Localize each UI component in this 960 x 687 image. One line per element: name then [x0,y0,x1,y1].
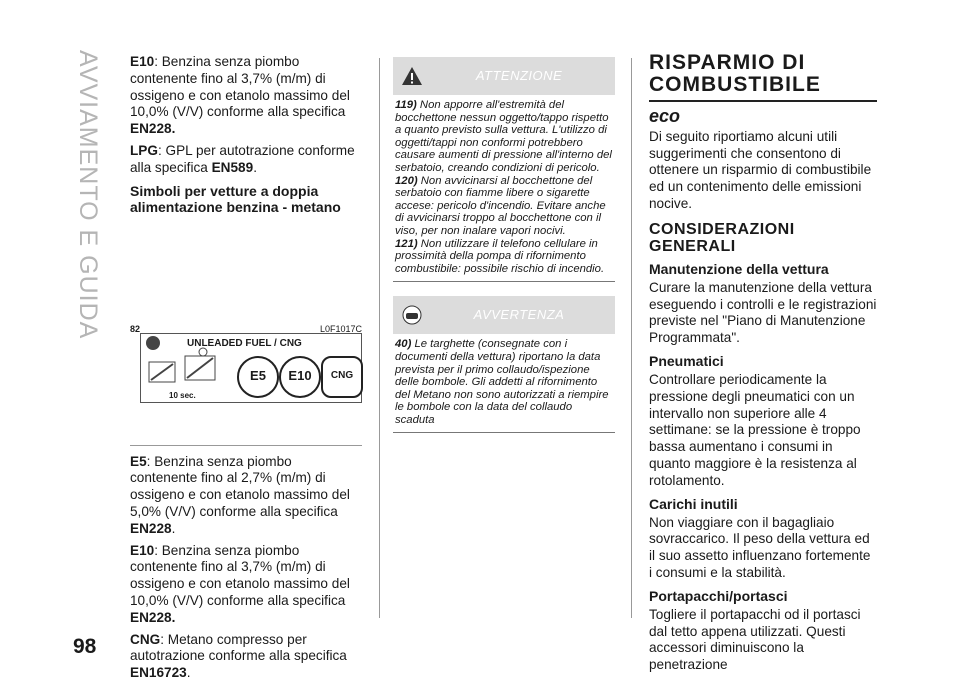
fuel-label-box [140,333,362,403]
figure-number: 82 [130,323,141,334]
badge-e5: E5 [237,356,279,398]
eco-mark: eco [649,106,681,126]
heading-tyres: Pneumatici [649,352,724,369]
std-e10: EN228. [130,121,176,137]
attention-header [393,57,615,95]
code-lpg: LPG [130,142,158,158]
fuel-label-heading: UNLEADED FUEL / CNG [187,337,302,349]
note-number: 120) [395,174,418,187]
note-text: Non apporre all'estremità del bocchettone nessun oggetto/tappo rispetto a quanto previsto sulla vettura. L'utilizzo di oggetti/tappi non conformi potrebbero causare aumenti di pressione all'interno del serbatoio, creando condizioni di pericolo. [395,99,612,174]
paragraph-cng: CNG: Metano compresso per autotrazione conforme alla specifica EN16723. [130,631,347,681]
note-number: 119) [395,99,417,111]
code-e10-2: E10 [130,542,155,558]
paragraph-racks: Togliere il portapacchi od il portasci dal tetto appena utilizzati. Questi accessori diminuiscono la penetrazione [649,606,861,673]
warning-header [393,296,615,334]
code-e10: E10 [130,54,155,69]
column-divider-2 [631,58,632,618]
warning-notes [393,334,615,433]
warning-triangle-icon [401,66,423,86]
column-1 [130,54,362,687]
eco-icon [649,108,877,125]
std-lpg: EN589 [211,159,254,175]
paragraph-e10 [130,54,362,138]
heading-maintenance: Manutenzione della vettura [649,260,829,277]
text-e5: : Benzina senza piombo contenente fino al 2,7% (m/m) di ossigeno e con etanolo massimo del 5,0% (V/V) conforme alla specifica [130,453,350,519]
warning-label: AVVERTENZA [473,306,565,322]
std-e10-2: EN228. [130,609,176,625]
badge-e10: E10 [279,356,321,398]
heading-loads: Carichi inutili [649,495,738,512]
note-text: Non utilizzare il telefono cellulare in prossimità della pompa di rifornimento combustibile: possibile rischio di incendio. [395,237,605,275]
sub-section-title: CONSIDERAZIONI GENERALI [649,220,795,255]
column-3 [649,52,877,679]
intro-paragraph: Di seguito riportiamo alcuni utili suggerimenti che consentono di ottenere un risparmio di combustibile ed un contenimento delle emissioni nocive. [649,128,872,211]
section-title: RISPARMIO DI COMBUSTIBILE [649,52,877,102]
note-40 [395,338,613,426]
paragraph-maintenance: Curare la manutenzione della vettura eseguendo i controlli e le registrazioni previste nel "Piano di Manutenzione Programmata". [649,279,877,346]
heading-symbols: Simboli per vetture a doppia alimentazione benzina - metano [130,182,341,215]
paragraph-loads: Non viaggiare con il bagagliaio sovraccarico. Il peso della vettura ed il suo assetto influenzano fortemente i consumi e la stabilità. [649,514,871,580]
section-side-title: AVVIAMENTO E GUIDA [74,50,102,340]
text-e10-2: : Benzina senza piombo contenente fino al 3,7% (m/m) di ossigeno e con etanolo massimo del 10,0% (V/V) conforme alla specifica [130,542,350,608]
fuel-label-figure [130,321,362,441]
column-divider-1 [379,58,380,618]
figure-code: L0F1017C [319,323,362,334]
note-text: Non avvicinarsi al bocchettone del serbatoio con fiamme libere o sigarette accese: pericolo d'incendio. Evitare anche di avvicinarsi troppo al bocchettone con il viso, per non inalare vapori nocivi. [395,174,606,237]
heading-racks: Portapacchi/portasci [649,587,788,604]
text-cng: : Metano compresso per autotrazione conforme alla specifica [130,631,347,664]
paragraph-tyres: Controllare periodicamente la pressione degli pneumatici con un intervallo non superiore alle 4 settimane: se la pressione è troppo bassa aumentano i consumi in quanto maggiore è la resistenza al rotolamento. [649,371,861,488]
text-e10: : Benzina senza piombo contenente fino al 3,7% (m/m) di ossigeno e con etanolo massimo del 10,0% (V/V) conforme alla specifica [130,54,350,120]
code-e5: E5 [130,453,147,469]
paragraph-e5: E5: Benzina senza piombo contenente fino al 2,7% (m/m) di ossigeno e con etanolo massimo del 5,0% (V/V) conforme alla specifica EN228. [130,453,350,536]
note-number: 40) [395,338,412,351]
paragraph-e10-2 [130,543,362,627]
code-cng: CNG [130,631,161,647]
note-number: 121) [395,237,418,250]
std-e5: EN228 [130,520,172,536]
note-119 [395,99,613,175]
fig-time-text: 10 sec. [169,390,196,400]
car-warning-icon [401,305,423,325]
note-120 [395,175,613,238]
attention-label: ATTENZIONE [475,67,563,83]
column-2 [393,57,615,433]
attention-notes [393,95,615,282]
text-lpg: : GPL per autotrazione conforme alla specifica [130,142,355,175]
std-cng: EN16723 [130,665,187,681]
figure-divider [130,445,362,446]
note-text: Le targhette (consegnate con i documenti della vettura) riportano la data prevista per il primo collaudo/ispezione delle bombole. Gli addetti al rifornimento del Metano non sono autorizzati a riempire le bombole con la data del collaudo scaduta [395,338,609,426]
paragraph-lpg: LPG: GPL per autotrazione conforme alla specifica EN589. [130,142,355,175]
note-121 [395,238,613,276]
page-number: 98 [73,635,97,658]
badge-cng: CNG [321,356,363,398]
